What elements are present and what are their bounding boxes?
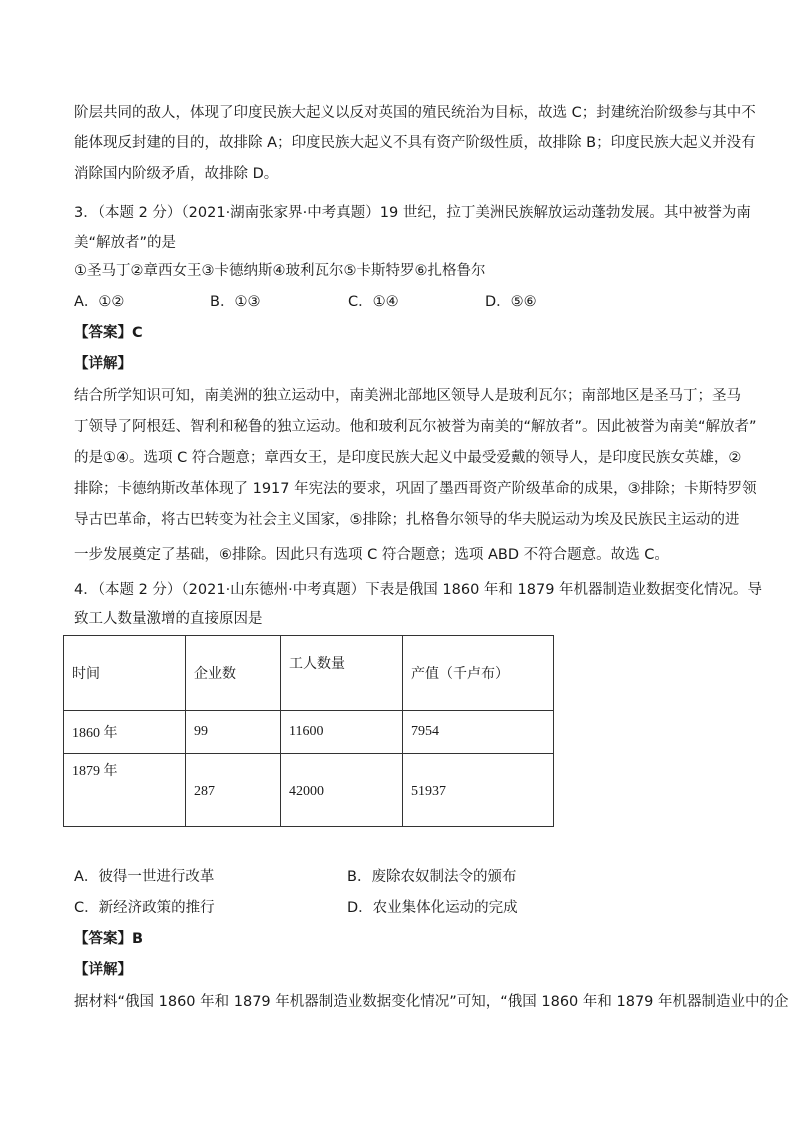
question-3-option-d: D．⑤⑥	[485, 294, 537, 310]
question-3-answer: 【答案】C	[74, 325, 143, 341]
question-3-stem: 美“解放者”的是	[74, 235, 177, 251]
table-header-cell: 产值（千卢布）	[403, 636, 554, 711]
paragraph-line: 消除国内阶级矛盾，故排除 D。	[74, 166, 279, 182]
table-row	[64, 711, 554, 754]
table-cell: 99	[186, 711, 281, 754]
table-cell: 42000	[281, 754, 403, 827]
question-3-option-b: B．①③	[210, 294, 261, 310]
question-4-detail-line: 据材料“俄国 1860 年和 1879 年机器制造业数据变化情况”可知，“俄国 1860 年和 1879 年机器制造业中的企	[74, 994, 789, 1010]
question-4-option-c: C．新经济政策的推行	[74, 900, 215, 916]
question-3-detail-line: 导古巴革命，将古巴转变为社会主义国家，⑤排除；扎格鲁尔领导的华夫脱运动为埃及民族民主运动的进	[74, 512, 740, 528]
paragraph-line: 阶层共同的敌人，体现了印度民族大起义以反对英国的殖民统治为目标，故选 C；封建统治阶级参与其中不	[74, 105, 756, 121]
table-header-row	[64, 636, 554, 711]
question-3-detail-line: 的是①④。选项 C 符合题意；章西女王，是印度民族大起义中最受爱戴的领导人，是印度民族女英雄，②	[74, 450, 742, 466]
table-cell: 1860 年	[64, 711, 186, 754]
question-4-answer: 【答案】B	[74, 931, 144, 947]
question-4-option-b: B．废除农奴制法令的颁布	[347, 869, 517, 885]
question-3-detail-line: 结合所学知识可知，南美洲的独立运动中，南美洲北部地区领导人是玻利瓦尔；南部地区是圣马丁；圣马	[74, 388, 741, 404]
table-cell: 287	[186, 754, 281, 827]
table-cell: 1879 年	[64, 754, 186, 827]
question-4-stem: 4．（本题 2 分）（2021·山东德州·中考真题）下表是俄国 1860 年和 1879 年机器制造业数据变化情况。导	[74, 582, 763, 598]
question-4-option-a: A．彼得一世进行改革	[74, 869, 215, 885]
question-3-option-a: A．①②	[74, 294, 125, 310]
table-cell: 51937	[403, 754, 554, 827]
table-cell: 7954	[403, 711, 554, 754]
table-cell: 11600	[281, 711, 403, 754]
question-3-detail-heading: 【详解】	[74, 356, 132, 372]
question-3-option-c: C．①④	[348, 294, 399, 310]
question-4-detail-heading: 【详解】	[74, 962, 132, 978]
question-3-stem: 3．（本题 2 分）（2021·湖南张家界·中考真题）19 世纪，拉丁美洲民族解放运动蓬勃发展。其中被誉为南	[74, 205, 751, 221]
table-header-cell: 时间	[64, 636, 186, 711]
question-4-stem: 致工人数量激增的直接原因是	[74, 611, 263, 627]
question-4-option-d: D．农业集体化运动的完成	[347, 900, 518, 916]
question-3-choices-list: ①圣马丁②章西女王③卡德纳斯④玻利瓦尔⑤卡斯特罗⑥扎格鲁尔	[74, 263, 486, 279]
table-header-cell: 工人数量	[281, 636, 403, 711]
question-3-detail-line: 排除；卡德纳斯改革体现了 1917 年宪法的要求，巩固了墨西哥资产阶级革命的成果，③排除；卡斯特罗领	[74, 481, 757, 497]
table-header-cell: 企业数	[186, 636, 281, 711]
paragraph-line: 能体现反封建的目的，故排除 A；印度民族大起义不具有资产阶级性质，故排除 B；印度民族大起义并没有	[74, 135, 756, 151]
table-row	[64, 754, 554, 827]
question-3-detail-line: 一步发展奠定了基础，⑥排除。因此只有选项 C 符合题意；选项 ABD 不符合题意。故选 C。	[74, 547, 669, 563]
question-3-detail-line: 丁领导了阿根廷、智利和秘鲁的独立运动。他和玻利瓦尔被誉为南美的“解放者”。因此被誉为南美“解放者”	[74, 419, 757, 435]
data-table	[63, 635, 554, 827]
